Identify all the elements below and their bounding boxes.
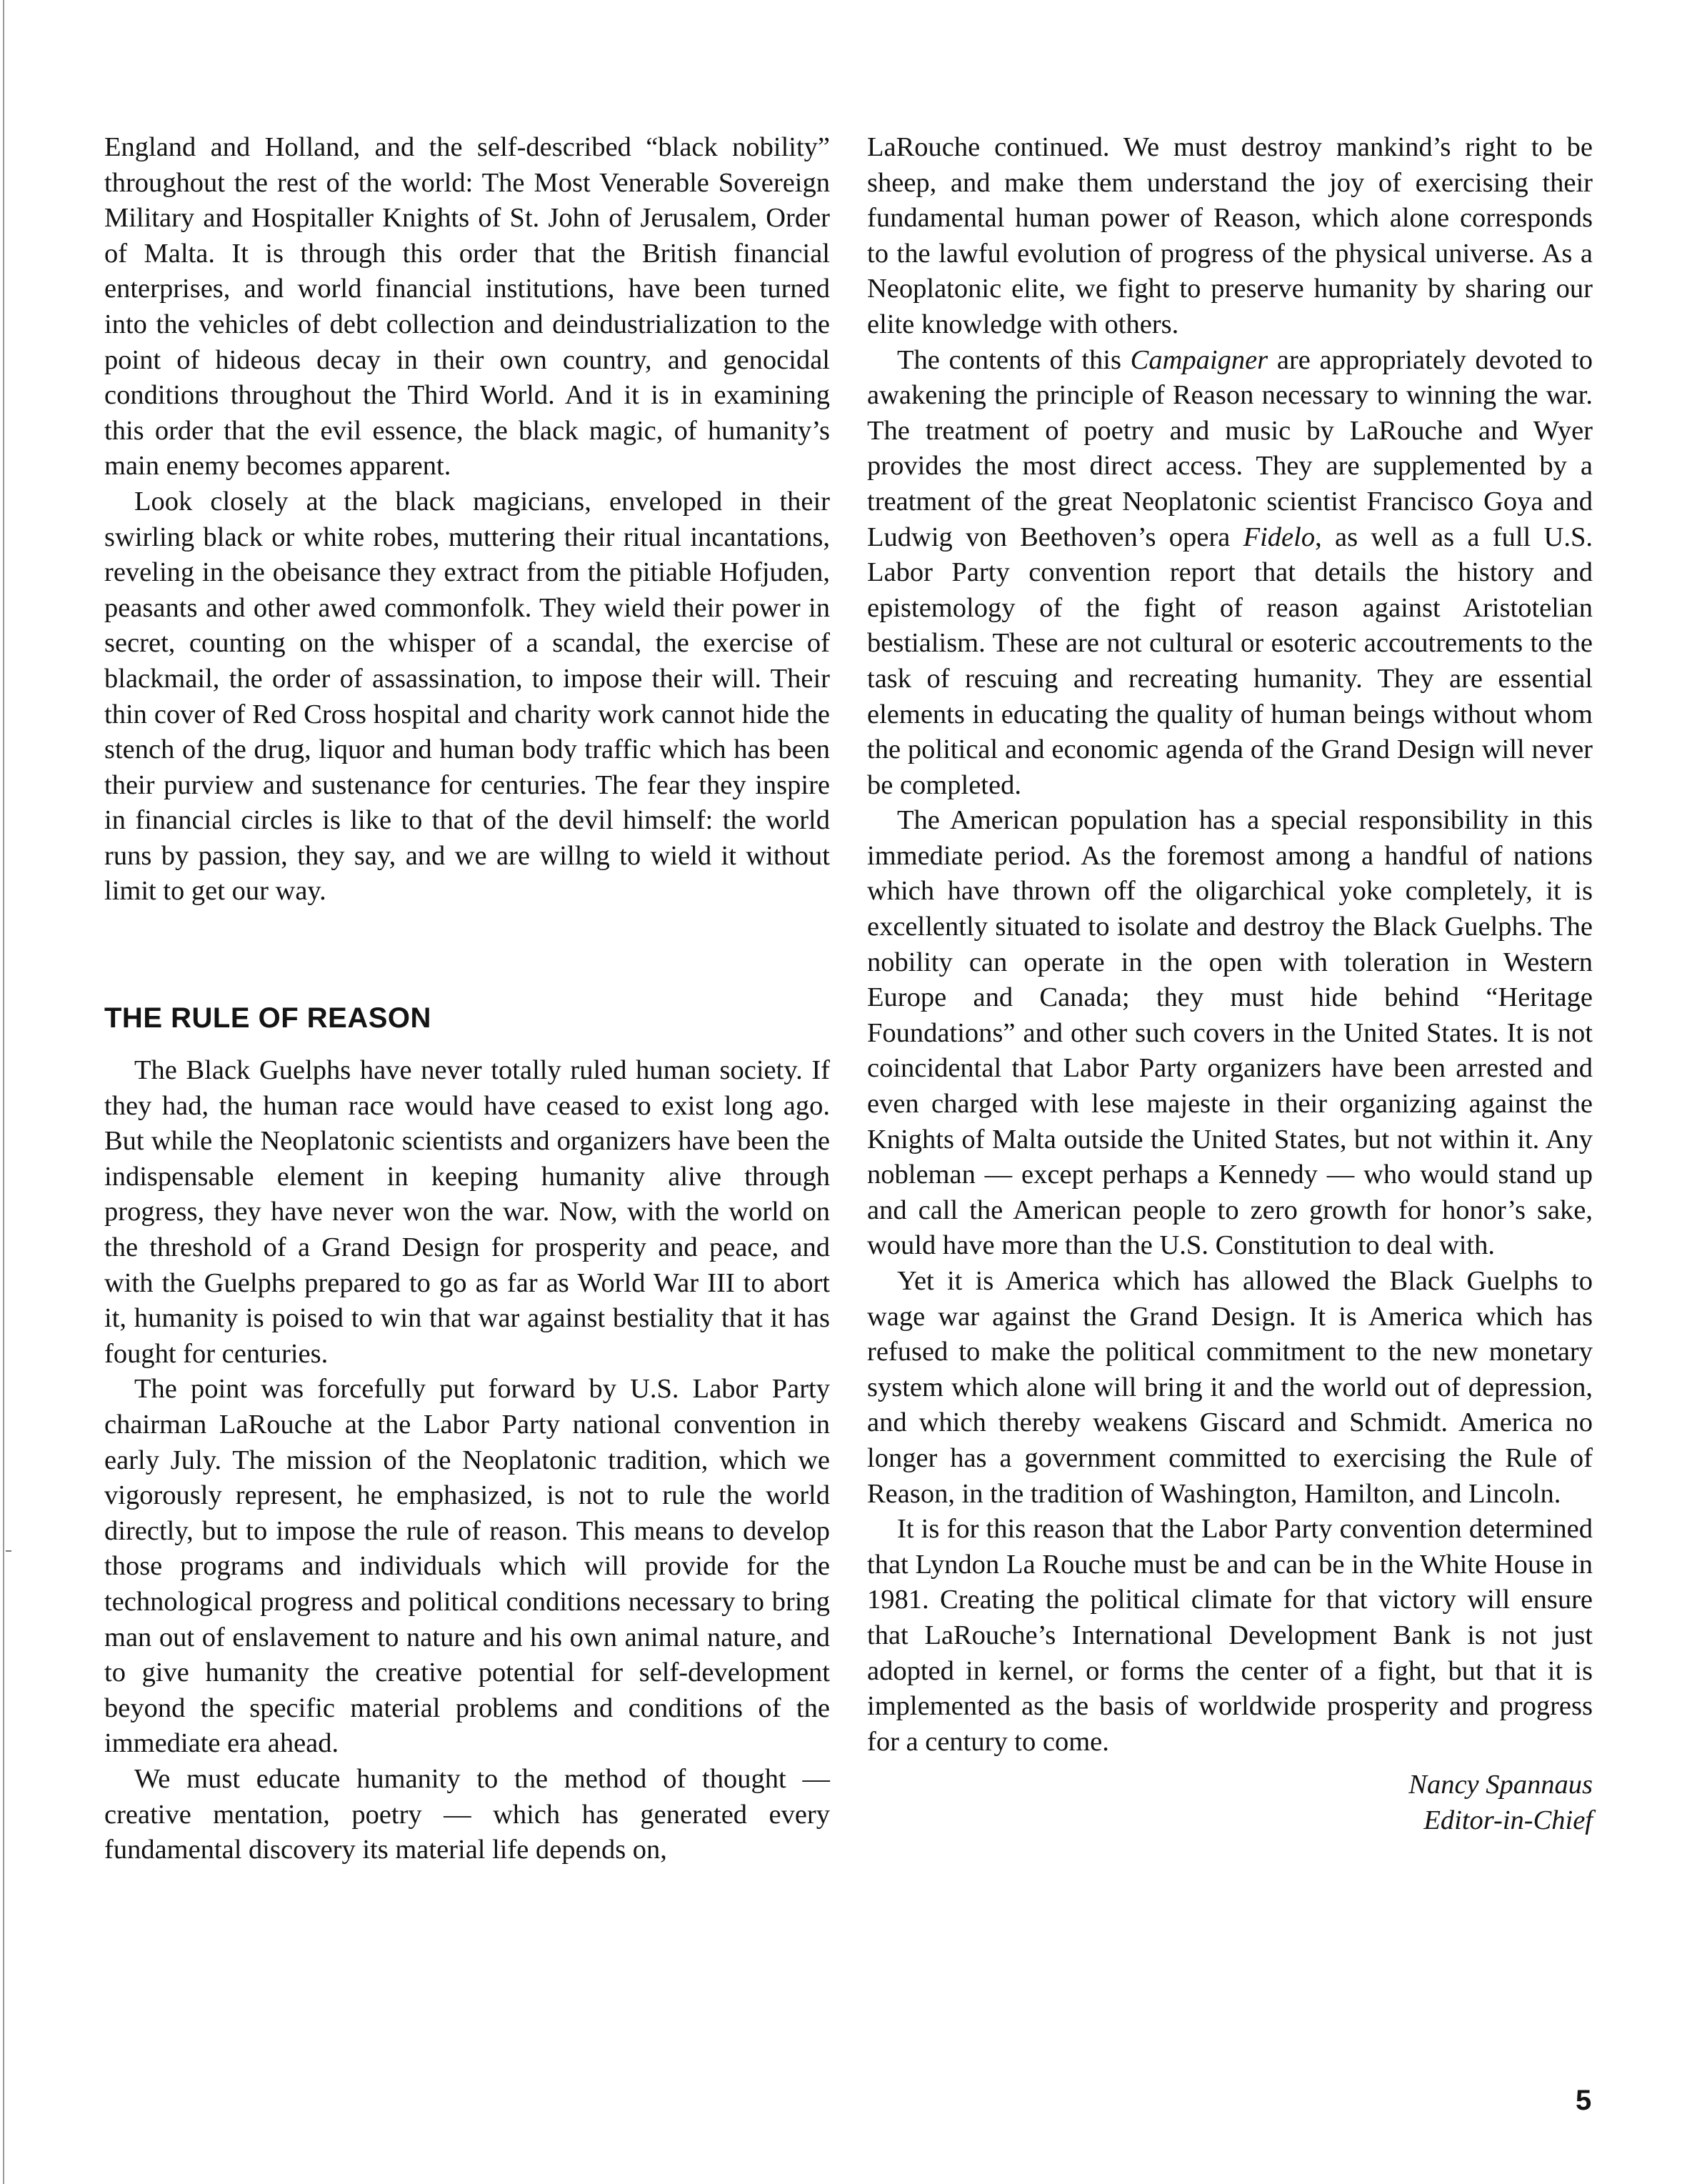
scan-edge-line	[3, 0, 4, 2184]
right-paragraph-4: Yet it is America which has allowed the Black Guelphs to wage war against the Grand Design. It is America which has refused to make the political commitment to the new monetary system which alone will bring it and the world out of depression, and which thereby weakens Giscard and Schmidt. America no longer has a government committed to exercising the Rule of Reason, in the tradition of Washington, Hamilton, and Lincoln.	[867, 1266, 1593, 1509]
right-paragraph-1: LaRouche continued. We must destroy mankind’s right to be sheep, and make them understand the joy of exercising their fundamental human power of Reason, which alone corresponds to the lawful evolution of progress of the physical universe. As a Neoplatonic elite, we fight to preserve humanity by sharing our elite knowledge with others.	[867, 132, 1593, 339]
campaigner-title: Campaigner	[1130, 344, 1268, 375]
signature-block	[867, 1767, 1593, 1838]
fidelo-title: Fidelo	[1243, 522, 1316, 552]
right-paragraph-2	[867, 343, 1593, 804]
right-paragraph-2-part-c: , as well as a full U.S. Labor Party convention report that details the history and epistemology of the fight of reason against Aristotelian bestialism. These are not cultural or esoteric accoutrements to the task of rescuing and recreating humanity. They are essential elements in educating the quality of human beings without whom the political and economic agenda of the Grand Design will never be completed.	[867, 522, 1593, 800]
left-paragraph-3: The Black Guelphs have never totally ruled human society. If they had, the human race would have ceased to exist long ago. But while the Neoplatonic scientists and organizers have been the indispensable element in keeping humanity alive through progress, they have never won the war. Now, with the world on the threshold of a Grand Design for prosperity and peace, and with the Guelphs prepared to go as far as World War III to abort it, humanity is poised to win that war against bestiality that it has fought for centuries.	[104, 1055, 830, 1369]
signature-title: Editor-in-Chief	[1423, 1805, 1593, 1836]
section-heading: THE RULE OF REASON	[104, 1002, 431, 1034]
right-column	[867, 130, 1593, 1838]
left-paragraph-1: England and Holland, and the self-described “black nobility” throughout the rest of the world: The Most Venerable Sovereign Military and Hospitaller Knights of St. John of Jerusalem, Order of Malta. It is through this order that the British financial enterprises, and world financial institutions, have been turned into the vehicles of debt collection and deindustrialization to the point of hideous decay in their own country, and genocidal conditions throughout the Third World. And it is in examining this order that the evil essence, the black magic, of humanity’s main enemy becomes apparent.	[104, 132, 830, 482]
right-paragraph-3: The American population has a special responsibility in this immediate period. As the foremost among a handful of nations which have thrown off the oligarchical yoke completely, it is excellently situated to isolate and destroy the Black Guelphs. The nobility can operate in the open with toleration in Western Europe and Canada; they must hide behind “Heritage Foundations” and other such covers in the United States. It is not coincidental that Labor Party organizers have been arrested and even charged with lese majeste in their organizing against the Knights of Malta outside the United States, but not within it. Any nobleman — except perhaps a Kennedy — who would stand up and call the American people to zero growth for honor’s sake, would have more than the U.S. Constitution to deal with.	[867, 805, 1593, 1261]
left-paragraph-5: We must educate humanity to the method of thought — creative mentation, poetry — which has generated every fundamental discovery its material life depends on,	[104, 1763, 830, 1865]
left-column	[104, 130, 830, 1868]
left-paragraph-4: The point was forcefully put forward by U.S. Labor Party chairman LaRouche at the Labor Party national convention in early July. The mission of the Neoplatonic tradition, which we vigorously represent, he emphasized, is not to rule the world directly, but to impose the rule of reason. This means to develop those programs and individuals which will provide for the technological progress and political conditions necessary to bring man out of enslavement to nature and his own animal nature, and to give humanity the creative potential for self-development beyond the specific material problems and conditions of the immediate era ahead.	[104, 1374, 830, 1759]
left-paragraph-2: Look closely at the black magicians, enveloped in their swirling black or white robes, muttering their ritual incantations, reveling in the obeisance they extract from the pitiable Hofjuden, peasants and other awed commonfolk. They wield their power in secret, counting on the whisper of a scandal, the exercise of blackmail, the order of assassination, to impose their will. Their thin cover of Red Cross hospital and charity work cannot hide the stench of the drug, liquor and human body traffic which has been their purview and sustenance for centuries. The fear they inspire in financial circles is like to that of the devil himself: the world runs by passion, they say, and we are willng to wield it without limit to get our way.	[104, 486, 830, 907]
scan-mark	[6, 1550, 11, 1552]
right-paragraph-2-part-b: are appropriately devoted to awakening the principle of Reason necessary to winning the war. The treatment of poetry and music by LaRouche and Wyer provides the most direct access. They are supplemented by a treatment of the great Neoplatonic scientist Francisco Goya and Ludwig von Beethoven’s opera	[867, 344, 1593, 552]
page-number: 5	[1576, 2085, 1592, 2116]
right-paragraph-2-part-a: The contents of this	[897, 344, 1131, 375]
right-paragraph-5: It is for this reason that the Labor Party convention determined that Lyndon La Rouche must be and can be in the White House in 1981. Creating the political climate for that victory will ensure that LaRouche’s International Development Bank is not just adopted in kernel, or forms the center of a fight, but that it is implemented as the basis of worldwide prosperity and progress for a century to come.	[867, 1514, 1593, 1757]
signature-name: Nancy Spannaus	[1408, 1770, 1593, 1800]
